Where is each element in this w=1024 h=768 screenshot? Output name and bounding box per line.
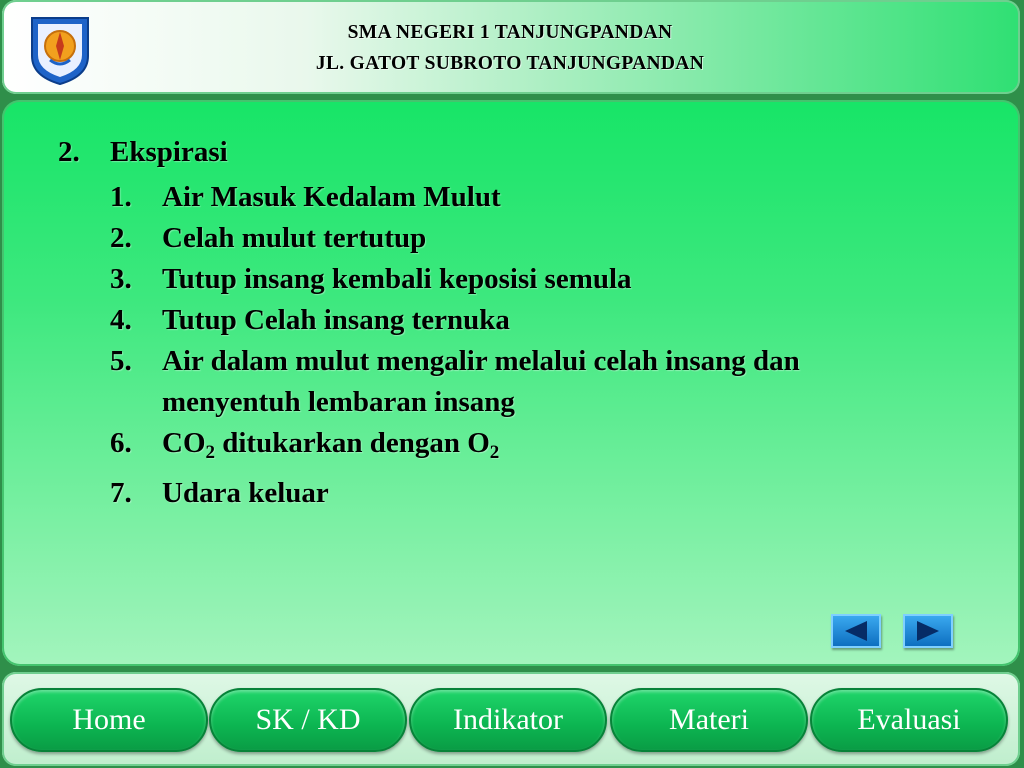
section-title: Ekspirasi bbox=[110, 136, 228, 168]
school-address: JL. GATOT SUBROTO TANJUNGPANDAN bbox=[315, 53, 705, 74]
step-text: Celah mulut tertutup bbox=[162, 222, 427, 254]
steps-list bbox=[110, 177, 940, 514]
sk-kd-button[interactable]: SK / KD bbox=[209, 688, 407, 752]
list-item bbox=[110, 473, 940, 514]
right-arrow-icon bbox=[905, 616, 951, 646]
step-number: 7. bbox=[110, 477, 132, 509]
school-logo-icon bbox=[28, 12, 92, 86]
step-number: 2. bbox=[110, 222, 132, 254]
next-slide-button[interactable] bbox=[903, 614, 953, 648]
step-number: 3. bbox=[110, 263, 132, 295]
school-name: SMA NEGERI 1 TANJUNGPANDAN bbox=[347, 22, 673, 43]
subscript: 2 bbox=[489, 442, 500, 463]
materi-button[interactable]: Materi bbox=[610, 688, 808, 752]
step-text: Air dalam mulut mengalir melalui celah insang dan menyentuh lembaran insang bbox=[162, 345, 800, 418]
list-item bbox=[110, 423, 940, 473]
step-text: ditukarkan dengan O bbox=[215, 427, 490, 459]
left-arrow-icon bbox=[833, 616, 879, 646]
step-number: 4. bbox=[110, 304, 132, 336]
list-item bbox=[110, 259, 940, 300]
section-number: 2. bbox=[58, 136, 80, 168]
step-number: 1. bbox=[110, 181, 132, 213]
step-number: 6. bbox=[110, 427, 132, 459]
step-number: 5. bbox=[110, 345, 132, 377]
step-text: Tutup Celah insang ternuka bbox=[162, 304, 510, 336]
previous-slide-button[interactable] bbox=[831, 614, 881, 648]
indikator-button[interactable]: Indikator bbox=[409, 688, 607, 752]
evaluasi-button[interactable]: Evaluasi bbox=[810, 688, 1008, 752]
step-text: Tutup insang kembali keposisi semula bbox=[162, 263, 632, 295]
list-item bbox=[110, 177, 940, 218]
step-text: Udara keluar bbox=[162, 477, 329, 509]
list-item bbox=[110, 218, 940, 259]
list-item bbox=[110, 341, 940, 423]
list-item bbox=[110, 300, 940, 341]
subscript: 2 bbox=[205, 442, 215, 463]
formula-co2: CO bbox=[162, 427, 206, 459]
header-panel bbox=[2, 0, 1020, 94]
step-text: Air Masuk Kedalam Mulut bbox=[162, 181, 501, 213]
home-button[interactable]: Home bbox=[10, 688, 208, 752]
